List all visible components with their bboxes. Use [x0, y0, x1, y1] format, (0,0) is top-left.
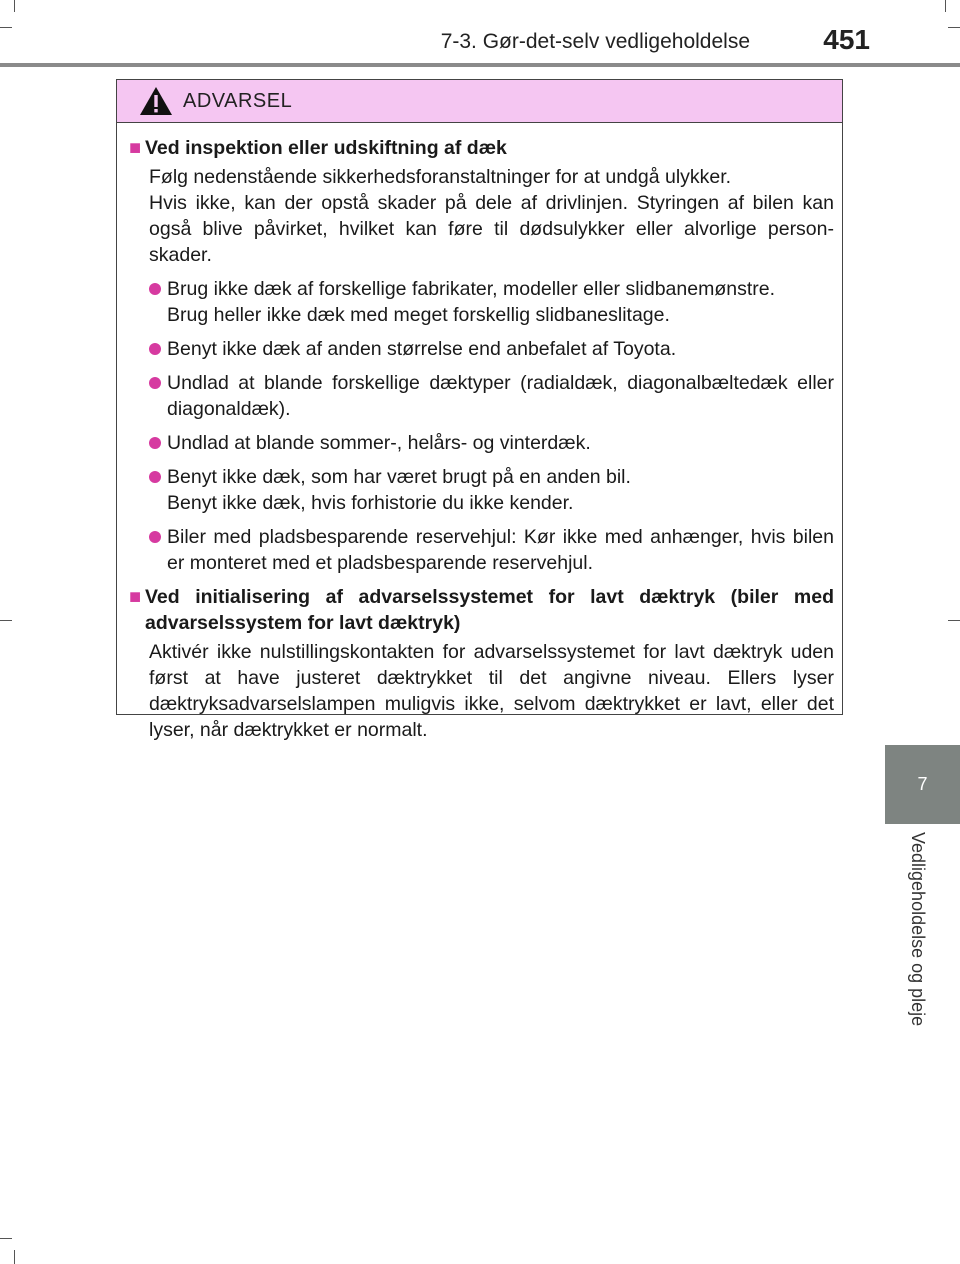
round-bullet-icon — [149, 437, 161, 449]
square-bullet-icon: ■ — [129, 586, 142, 608]
header-divider — [0, 63, 960, 67]
round-bullet-icon — [149, 283, 161, 295]
list-item: Brug ikke dæk af forskellige fabrikater, modeller eller slidbanemønstre. Brug heller ikke dæk med meget forskellig slidbaneslitage. — [129, 276, 834, 328]
warning-body — [117, 123, 842, 743]
list-item: Undlad at blande sommer-, helårs- og vinterdæk. — [129, 430, 834, 456]
round-bullet-icon — [149, 343, 161, 355]
warning-title: ADVARSEL — [183, 89, 293, 112]
section-heading: ■ Ved initialisering af advarselssystemet for lavt dæktryk (biler med advarselssystem for lavt dæktryk) — [129, 586, 834, 634]
crop-mark — [0, 27, 12, 28]
square-bullet-icon: ■ — [129, 137, 142, 159]
page-number: 451 — [823, 24, 870, 55]
chapter-number: 7 — [917, 774, 928, 794]
crop-mark — [0, 1238, 12, 1239]
list-item: Benyt ikke dæk, som har været brugt på en anden bil. Benyt ikke dæk, hvis forhistorie du ikke kender. — [129, 464, 834, 516]
list-item: Benyt ikke dæk af anden størrelse end anbefalet af Toyota. — [129, 336, 834, 362]
crop-mark — [948, 27, 960, 28]
warning-header — [117, 80, 842, 123]
round-bullet-icon — [149, 471, 161, 483]
section-title: 7-3. Gør-det-selv vedligeholdelse — [440, 30, 750, 53]
section-paragraph: Følg nedenstående sikkerhedsforanstaltninger for at undgå ulykker. Hvis ikke, kan der opstå skader på dele af drivlinjen. Styringen af bilen kan også blive påvirket, hvilket kan føre til dødsulykker eller alvorlige person-skader. — [149, 166, 834, 266]
section-heading: ■ Ved inspektion eller udskiftning af dæk — [129, 137, 507, 159]
section-paragraph: Aktivér ikke nulstillingskontakten for advarselssystemet for lavt dæktryk uden først at have justeret dæktrykket til det angivne niveau. Ellers lyser dæktryksadvarselslampen muligvis ikke, selvom dæktrykket er lavt, eller det lyser, når dæktrykket er normalt. — [149, 641, 834, 741]
round-bullet-icon — [149, 531, 161, 543]
warning-box — [116, 79, 843, 741]
crop-mark — [948, 620, 960, 621]
crop-mark — [14, 0, 15, 12]
crop-mark — [14, 1250, 15, 1264]
crop-mark — [0, 620, 12, 621]
list-item: Biler med pladsbesparende reservehjul: Kør ikke med anhænger, hvis bilen er monteret med et pladsbesparende reservehjul. — [129, 524, 834, 576]
crop-mark — [945, 0, 946, 12]
chapter-tab — [885, 745, 960, 824]
list-item: Undlad at blande forskellige dæktyper (radialdæk, diagonalbæltedæk eller diagonaldæk). — [129, 370, 834, 422]
round-bullet-icon — [149, 377, 161, 389]
warning-triangle-icon — [139, 86, 173, 116]
chapter-title: Vedligeholdelse og pleje — [908, 832, 928, 1027]
